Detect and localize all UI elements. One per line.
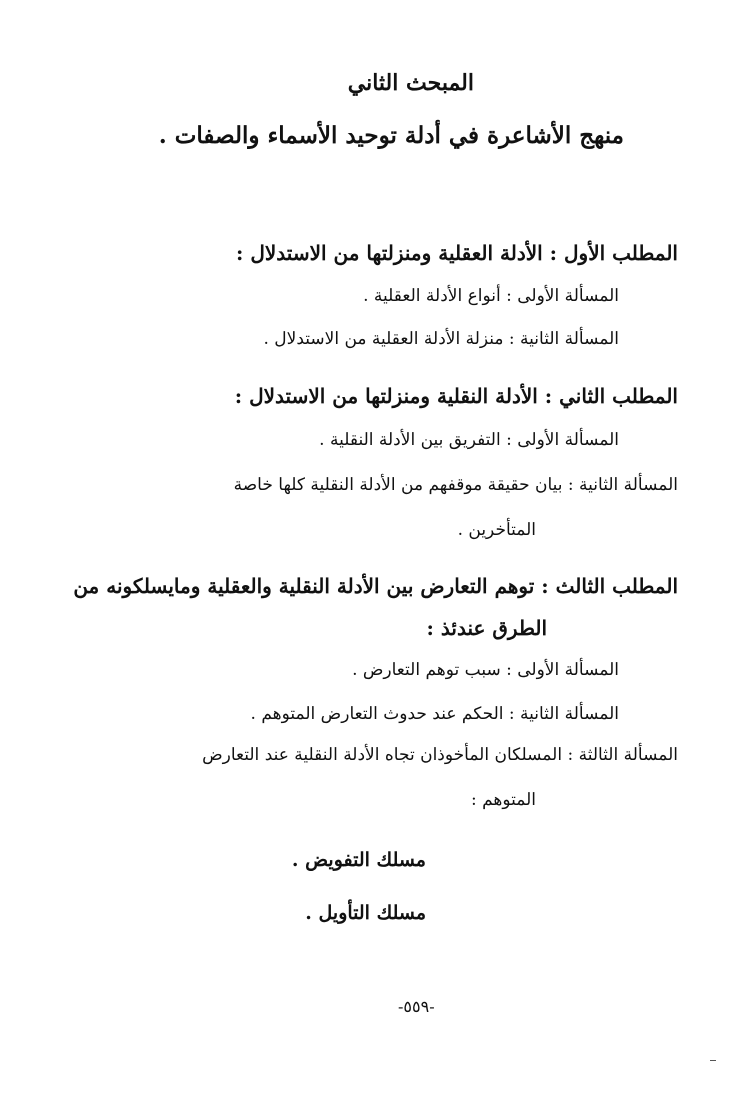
section-heading-3-continuation: الطرق عندئذ :	[426, 616, 547, 640]
issue-2-2-continuation: المتأخرين .	[457, 520, 536, 540]
issue-1-1: المسألة الأولى : أنواع الأدلة العقلية .	[363, 286, 619, 306]
main-heading: منهج الأشاعرة في أدلة توحيد الأسماء والصفات .	[158, 122, 624, 149]
section-heading-2: المطلب الثاني : الأدلة النقلية ومنزلتها من الاستدلال :	[234, 384, 678, 408]
page-number: -٥٥٩-	[398, 997, 435, 1016]
issue-3-3: المسألة الثالثة : المسلكان المأخوذان تجاه الأدلة النقلية عند التعارض	[202, 745, 678, 765]
issue-2-2: المسألة الثانية : بيان حقيقة موقفهم من الأدلة النقلية كلها خاصة	[233, 475, 678, 495]
section-heading-3: المطلب الثالث : توهم التعارض بين الأدلة النقلية والعقلية ومايسلكونه من	[73, 574, 678, 598]
issue-3-3-continuation: المتوهم :	[470, 790, 536, 810]
issue-2-1: المسألة الأولى : التفريق بين الأدلة النقلية .	[319, 430, 619, 450]
section-heading-1: المطلب الأول : الأدلة العقلية ومنزلتها من الاستدلال :	[236, 241, 678, 265]
sub-item-tafwid: مسلك التفويض .	[291, 849, 426, 871]
chapter-title: المبحث الثاني	[347, 70, 474, 96]
issue-3-1: المسألة الأولى : سبب توهم التعارض .	[352, 660, 619, 680]
issue-3-2: المسألة الثانية : الحكم عند حدوث التعارض المتوهم .	[250, 704, 619, 724]
issue-1-2: المسألة الثانية : منزلة الأدلة العقلية من الاستدلال .	[263, 329, 619, 349]
scan-mark	[710, 1060, 716, 1061]
sub-item-tawil: مسلك التأويل .	[305, 902, 426, 924]
